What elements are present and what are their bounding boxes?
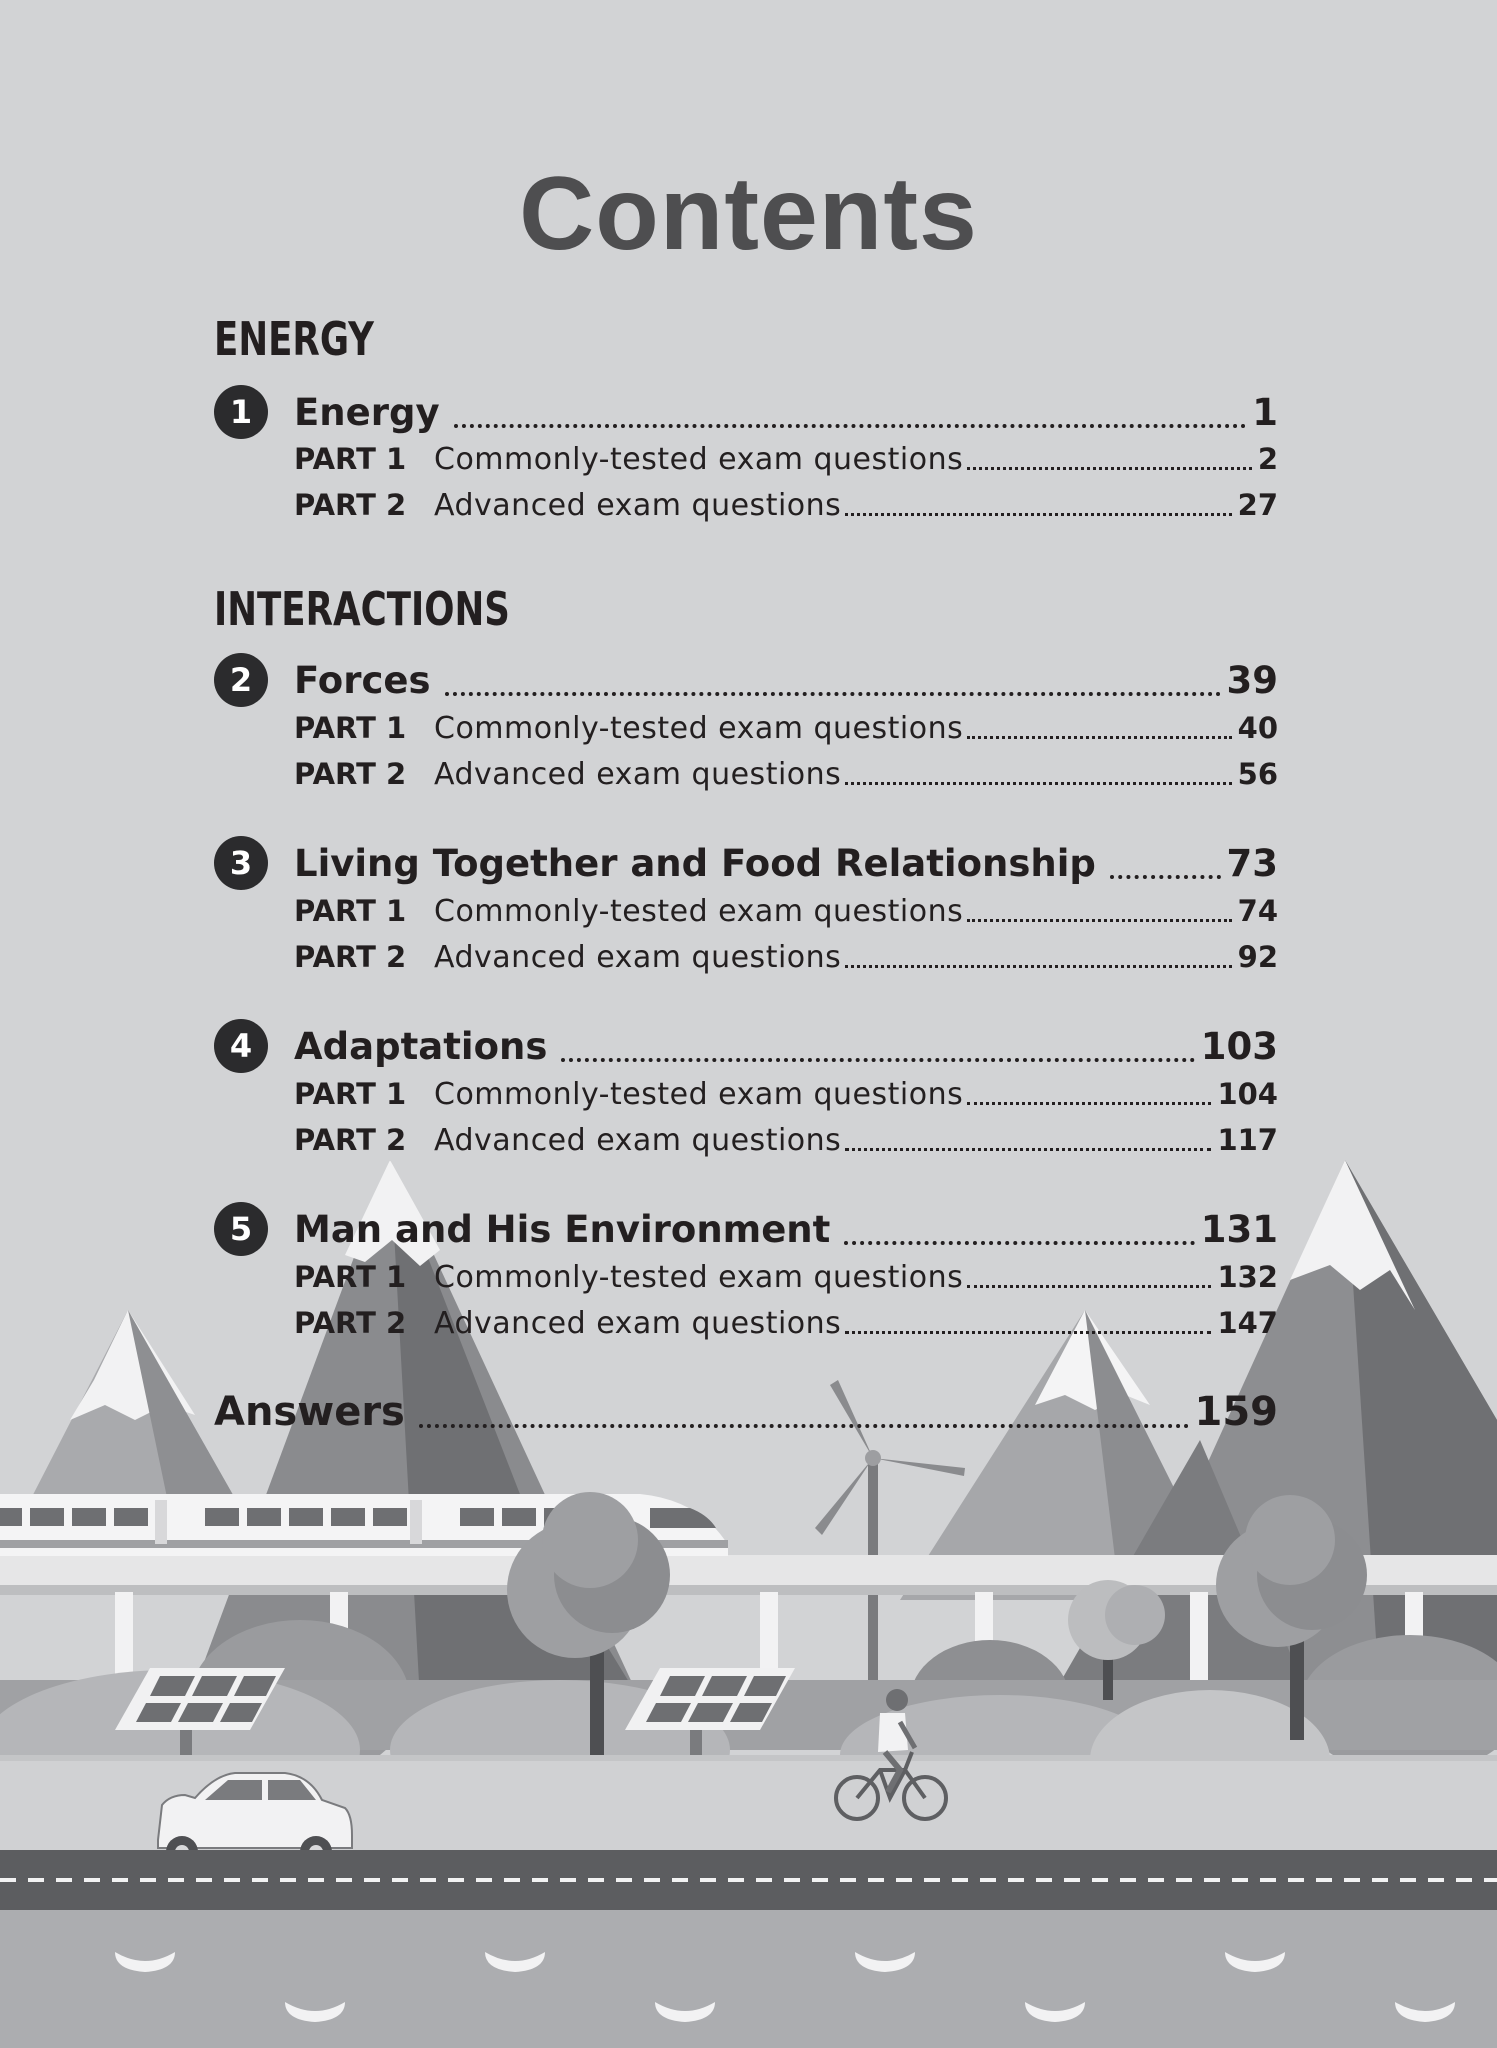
dot-leader bbox=[967, 919, 1231, 922]
chapter-number-badge: 5 bbox=[214, 1202, 268, 1256]
part-page-number: 40 bbox=[1237, 711, 1278, 745]
dot-leader bbox=[454, 424, 1247, 428]
part-page-number: 104 bbox=[1217, 1077, 1278, 1111]
dot-leader bbox=[445, 692, 1221, 696]
chapter-number-badge: 1 bbox=[214, 385, 268, 439]
chapter-page-number: 73 bbox=[1226, 841, 1278, 885]
part-page-number: 147 bbox=[1217, 1306, 1278, 1340]
chapter-number-badge: 3 bbox=[214, 836, 268, 890]
chapter-1-entry[interactable] bbox=[214, 384, 1278, 440]
chapter-number-badge: 4 bbox=[214, 1019, 268, 1073]
part-title: Commonly-tested exam questions bbox=[434, 893, 964, 929]
part-page-number: 132 bbox=[1217, 1260, 1278, 1294]
part-label: PART 2 bbox=[294, 1123, 407, 1157]
part-label: PART 1 bbox=[294, 894, 407, 928]
dot-leader bbox=[845, 1148, 1211, 1151]
chapter-page-number: 39 bbox=[1226, 658, 1278, 702]
part-page-number: 92 bbox=[1237, 940, 1278, 974]
chapter-title: Living Together and Food Relationship bbox=[294, 841, 1096, 885]
chapter-5-part-2[interactable] bbox=[294, 1303, 1278, 1343]
chapter-3-part-2[interactable] bbox=[294, 937, 1278, 977]
part-label: PART 1 bbox=[294, 1260, 407, 1294]
chapter-3-part-1[interactable] bbox=[294, 891, 1278, 931]
dot-leader bbox=[967, 1285, 1211, 1288]
chapter-2-part-2[interactable] bbox=[294, 754, 1278, 794]
part-title: Commonly-tested exam questions bbox=[434, 1076, 964, 1112]
chapter-page-number: 103 bbox=[1200, 1024, 1278, 1068]
answers-entry[interactable] bbox=[214, 1384, 1278, 1440]
dot-leader bbox=[845, 782, 1231, 785]
chapter-title: Forces bbox=[294, 658, 431, 702]
dot-leader bbox=[967, 1102, 1211, 1105]
chapter-title: Energy bbox=[294, 390, 440, 434]
part-title: Advanced exam questions bbox=[434, 487, 842, 523]
part-title: Advanced exam questions bbox=[434, 1305, 842, 1341]
part-title: Commonly-tested exam questions bbox=[434, 441, 964, 477]
chapter-4-part-1[interactable] bbox=[294, 1074, 1278, 1114]
part-title: Advanced exam questions bbox=[434, 756, 842, 792]
chapter-5-entry[interactable] bbox=[214, 1201, 1278, 1257]
part-title: Advanced exam questions bbox=[434, 1122, 842, 1158]
part-page-number: 56 bbox=[1237, 757, 1278, 791]
chapter-4-entry[interactable] bbox=[214, 1018, 1278, 1074]
part-label: PART 1 bbox=[294, 1077, 407, 1111]
part-label: PART 2 bbox=[294, 940, 407, 974]
chapter-page-number: 131 bbox=[1200, 1207, 1278, 1251]
chapter-3-entry[interactable] bbox=[214, 835, 1278, 891]
dot-leader bbox=[419, 1424, 1189, 1428]
chapter-5-part-1[interactable] bbox=[294, 1257, 1278, 1297]
part-title: Advanced exam questions bbox=[434, 939, 842, 975]
dot-leader bbox=[967, 736, 1231, 739]
part-page-number: 117 bbox=[1217, 1123, 1278, 1157]
answers-title: Answers bbox=[214, 1389, 405, 1435]
part-title: Commonly-tested exam questions bbox=[434, 1259, 964, 1295]
dot-leader bbox=[967, 467, 1252, 470]
dot-leader bbox=[845, 965, 1231, 968]
part-page-number: 2 bbox=[1257, 442, 1278, 476]
dot-leader bbox=[845, 1331, 1211, 1334]
chapter-2-part-1[interactable] bbox=[294, 708, 1278, 748]
dot-leader bbox=[1110, 875, 1221, 879]
part-page-number: 74 bbox=[1237, 894, 1278, 928]
chapter-title: Man and His Environment bbox=[294, 1207, 831, 1251]
part-label: PART 2 bbox=[294, 488, 407, 522]
dot-leader bbox=[844, 1241, 1194, 1245]
part-label: PART 1 bbox=[294, 442, 407, 476]
section-heading-interactions: INTERACTIONS bbox=[214, 582, 510, 636]
chapter-4-part-2[interactable] bbox=[294, 1120, 1278, 1160]
chapter-number-badge: 2 bbox=[214, 653, 268, 707]
chapter-1-part-2[interactable] bbox=[294, 485, 1278, 525]
part-label: PART 1 bbox=[294, 711, 407, 745]
part-label: PART 2 bbox=[294, 1306, 407, 1340]
chapter-page-number: 1 bbox=[1252, 390, 1278, 434]
part-label: PART 2 bbox=[294, 757, 407, 791]
part-page-number: 27 bbox=[1237, 488, 1278, 522]
page-title: Contents bbox=[519, 156, 978, 272]
chapter-1-part-1[interactable] bbox=[294, 439, 1278, 479]
answers-page-number: 159 bbox=[1194, 1389, 1278, 1435]
dot-leader bbox=[561, 1058, 1194, 1062]
section-heading-energy: ENERGY bbox=[214, 312, 374, 366]
chapter-2-entry[interactable] bbox=[214, 652, 1278, 708]
part-title: Commonly-tested exam questions bbox=[434, 710, 964, 746]
chapter-title: Adaptations bbox=[294, 1024, 548, 1068]
dot-leader bbox=[845, 513, 1231, 516]
